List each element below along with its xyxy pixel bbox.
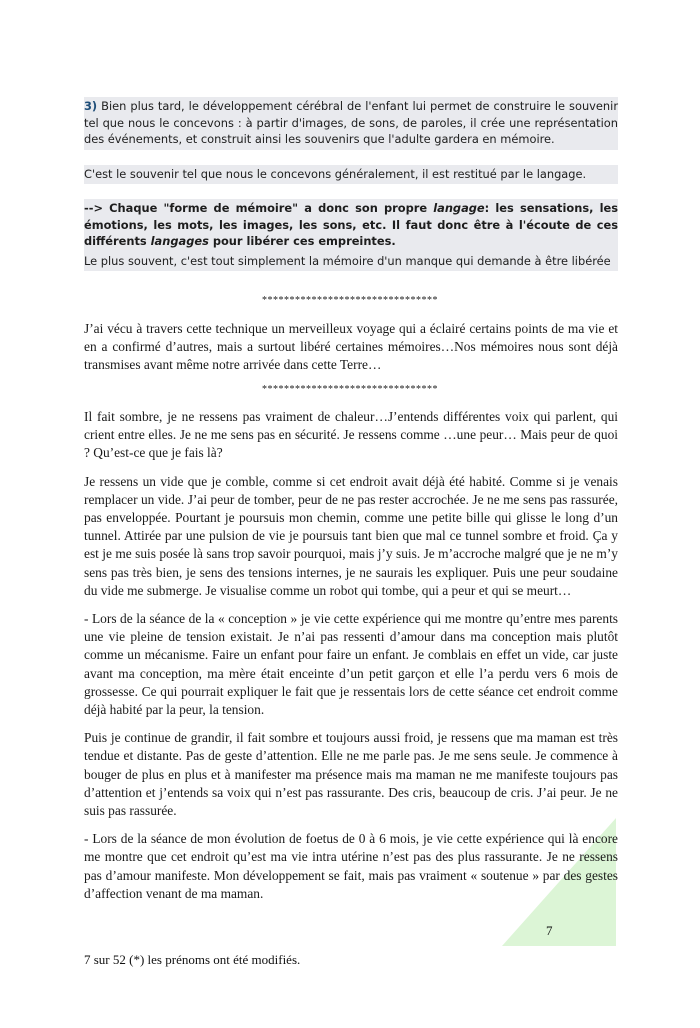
section-number: 3) xyxy=(84,99,98,113)
section-3-paragraph-4: Le plus souvent, c'est tout simplement la mémoire d'un manque qui demande à être libérée xyxy=(84,252,618,272)
story-paragraph-5: - Lors de la séance de mon évolution de foetus de 0 à 6 mois, je vie cette expérience qui là encore me montre que cet endroit qu’est ma vie intra utérine n’est pas des plus rassurante. Je ne ressens pas d’amour manifeste. Mon développement se fait, mais pas vraiment « soutenue » par des gestes d’affection venant de ma maman. xyxy=(84,831,618,901)
page-number: 7 xyxy=(546,923,553,938)
intro-paragraph-block xyxy=(84,320,618,385)
intro-paragraph: J’ai vécu à travers cette technique un merveilleux voyage qui a éclairé certains points de ma vie et en a confirmé d’autres, mais a surtout libéré certaines mémoires…Nos mémoires nous sont déjà transmises avant même notre arrivée dans cette Terre… xyxy=(84,321,618,373)
story-paragraph-2: Je ressens un vide que je comble, comme si cet endroit avait déjà été habité. Comme si je venais remplacer un vide. J’ai peur de tomber, peur de ne pas rester accrochée. Je ne me sens pas rassurée, pas enveloppée. Pourtant je poursuis mon chemin, comme une petite bille qui glisse le long d’un tunnel. Attirée par une pulsion de vie je poursuis tant bien que mal ce tunnel sombre et froid. Ça y est je me suis posée là sans trop savoir pourquoi, mais j’y suis. Je m’accroche malgré que je ne m’y sens pas très bien, je sens des tensions internes, je ne saurais les expliquer. Puis une peur soudaine du vide me submerge. Je visualise comme un robot qui tombe, qui a peur et qui se meurt… xyxy=(84,473,618,598)
footer-note: 7 sur 52 (*) les prénoms ont été modifiés. xyxy=(84,952,301,967)
section-3-bold-paragraph: --> Chaque "forme de mémoire" a donc son propre langage: les sensations, les émotions, les mots, les images, les sons, etc. Il faut donc être à l'écoute de ces différents langages pour libérer ces empreintes. xyxy=(84,199,618,252)
section-3-highlighted xyxy=(84,97,618,271)
separator-stars-1: ******************************** xyxy=(262,295,438,306)
separator-stars-2: ******************************** xyxy=(262,384,438,395)
story-paragraph-3: - Lors de la séance de la « conception » je vie cette expérience qui me montre qu’entre mes parents une vie pleine de tension existait. Je n’ai pas ressenti d’amour dans ma conception mais plutôt comme un mécanisme. Faire un enfant pour faire un enfant. Je comblais en effet un vide, car juste avant ma conception, ma mère était enceinte d’un petit garçon et elle l’a perdu vers 6 mois de grossesse. Ce qui pourrait expliquer le fait que je ressentais lors de cette séance cet endroit comme déjà habité par la peur, la tension. xyxy=(84,611,618,718)
story-block xyxy=(84,408,618,913)
section-3-paragraph-1: 3) Bien plus tard, le développement cérébral de l'enfant lui permet de construire le souvenir tel que nous le concevons : à partir d'images, de sons, de paroles, il crée une représentation des événements, et construit ainsi les souvenirs que l'adulte gardera en mémoire. xyxy=(84,97,618,150)
story-paragraph-4: Puis je continue de grandir, il fait sombre et toujours aussi froid, je ressens que ma maman est très tendue et distante. Pas de geste d’attention. Elle ne me parle pas. Je me sens seule. Je commence à bouger de plus en plus et à manifester ma présence mais ma maman ne me manifeste toujours pas d’attention et j’entends sa voix qui n’est pas rassurante. Des cris, beaucoup de cris. J’ai peur. Je ne suis pas rassurée. xyxy=(84,730,618,819)
story-paragraph-1: Il fait sombre, je ne ressens pas vraiment de chaleur…J’entends différentes voix qui parlent, qui crient entre elles. Je ne me sens pas en sécurité. Je ressens comme …une peur… Mais peur de quoi ? Qu’est-ce que je fais là? xyxy=(84,409,618,461)
section-3-paragraph-2: C'est le souvenir tel que nous le concevons généralement, il est restitué par le langage. xyxy=(84,165,618,185)
